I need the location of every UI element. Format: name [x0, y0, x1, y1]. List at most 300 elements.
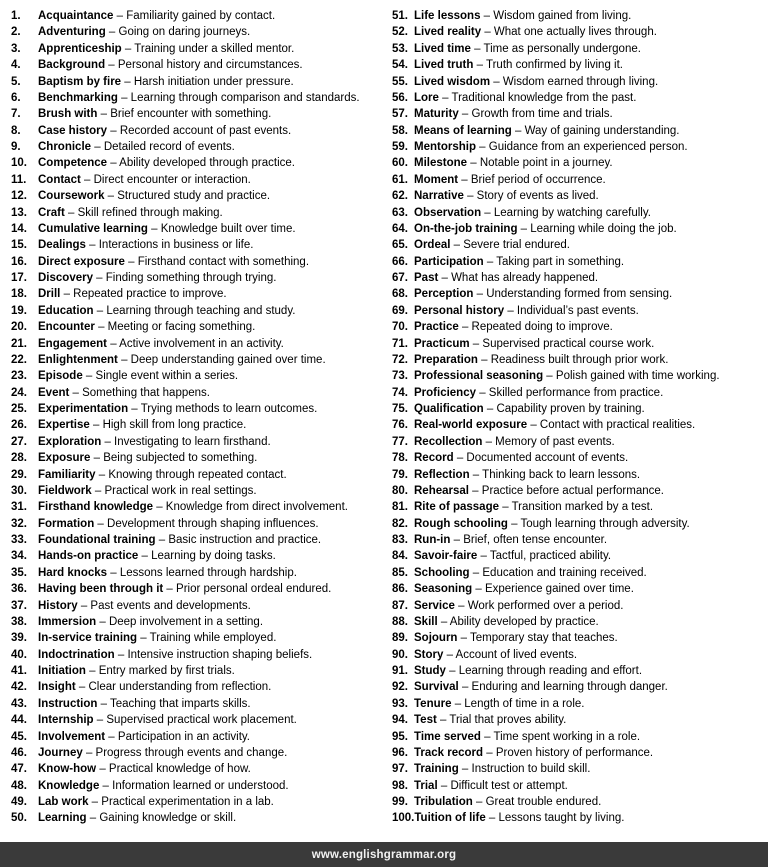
- item-definition: – Interactions in business or life.: [85, 239, 254, 252]
- item-definition: – Enduring and learning through danger.: [458, 681, 668, 694]
- item-term: Schooling: [414, 566, 470, 579]
- item-term: Firsthand knowledge: [38, 501, 154, 514]
- item-text: [38, 729, 250, 745]
- item-term: Lore: [414, 91, 439, 104]
- item-text: [38, 565, 297, 581]
- item-text: [414, 90, 636, 106]
- item-term: Personal history: [414, 304, 505, 317]
- item-term: Perception: [414, 288, 474, 301]
- item-text: [414, 745, 653, 761]
- item-definition: – Supervised practical work placement.: [93, 714, 297, 727]
- item-term: Chronicle: [38, 141, 92, 153]
- list-item: [392, 254, 768, 270]
- item-number: 82.: [392, 517, 408, 530]
- item-definition: – Harsh initiation under pressure.: [121, 75, 294, 88]
- item-definition: – Deep understanding gained over time.: [117, 353, 326, 366]
- item-definition: – Learning through teaching and study.: [93, 304, 296, 317]
- item-term: Narrative: [414, 190, 464, 203]
- item-text: [38, 368, 238, 384]
- item-text: [414, 778, 568, 794]
- item-term: Observation: [414, 206, 482, 219]
- item-number: 33.: [11, 534, 27, 546]
- item-text: [414, 368, 720, 384]
- item-definition: – Basic instruction and practice.: [155, 534, 322, 546]
- item-definition: – Learning through reading and effort.: [445, 665, 643, 677]
- item-text: [38, 90, 360, 106]
- item-definition: – Wisdom earned through living.: [490, 75, 659, 88]
- item-term: Hands-on practice: [38, 550, 139, 563]
- list-item: [11, 319, 381, 335]
- item-number: 63.: [392, 206, 408, 219]
- item-definition: – Personal history and circumstances.: [105, 59, 303, 72]
- item-term: Fieldwork: [38, 484, 92, 497]
- item-number: 44.: [11, 714, 27, 727]
- item-text: [38, 745, 287, 761]
- item-number: 94.: [392, 714, 408, 727]
- list-item: [11, 254, 381, 270]
- item-definition: – High skill from long practice.: [89, 419, 247, 432]
- item-text: [38, 303, 295, 319]
- item-definition: – Intensive instruction shaping beliefs.: [114, 648, 313, 661]
- item-text: [414, 729, 640, 745]
- list-item: [11, 237, 381, 253]
- item-term: In-service training: [38, 632, 138, 645]
- list-item: [392, 417, 768, 433]
- item-text: [414, 499, 653, 515]
- item-definition: – Detailed record of events.: [91, 141, 235, 153]
- item-text: [414, 663, 642, 679]
- item-term: Sojourn: [414, 632, 458, 645]
- item-term: Apprenticeship: [38, 42, 122, 55]
- item-definition: – Brief, often tense encounter.: [450, 534, 608, 546]
- item-text: [414, 123, 680, 139]
- list-item: [392, 205, 768, 221]
- item-term: Formation: [38, 517, 95, 530]
- list-item: [11, 172, 381, 188]
- item-text: [414, 8, 631, 24]
- item-term: Knowledge: [38, 779, 100, 792]
- item-text: [38, 336, 284, 352]
- item-text: [414, 794, 601, 810]
- item-definition: – Time as personally undergone.: [470, 42, 641, 55]
- item-definition: – Lessons learned through hardship.: [107, 566, 297, 579]
- item-term: Discovery: [38, 272, 93, 284]
- item-number: 1.: [11, 10, 21, 22]
- list-item: [11, 483, 381, 499]
- list-item: [11, 90, 381, 106]
- item-definition: – Recorded account of past events.: [107, 124, 292, 137]
- item-term: Lab work: [38, 796, 89, 808]
- item-number: 34.: [11, 550, 27, 563]
- item-term: Direct exposure: [38, 255, 125, 268]
- item-definition: – Learning by watching carefully.: [481, 206, 651, 219]
- item-definition: – Learning by doing tasks.: [138, 550, 276, 563]
- item-definition: – Practical experimentation in a lab.: [88, 796, 274, 808]
- item-definition: – Investigating to learn firsthand.: [101, 435, 271, 448]
- item-text: [414, 548, 611, 564]
- item-definition: – Account of lived events.: [443, 648, 578, 661]
- list-item: [11, 155, 381, 171]
- list-item: [11, 24, 381, 40]
- item-term: Instruction: [38, 697, 98, 710]
- item-number: 89.: [392, 632, 408, 645]
- item-number: 53.: [392, 42, 408, 55]
- item-text: [38, 516, 319, 532]
- item-number: 93.: [392, 697, 408, 710]
- item-number: 51.: [392, 10, 408, 22]
- item-term: Know-how: [38, 763, 97, 776]
- item-text: [414, 106, 613, 122]
- item-number: 66.: [392, 255, 408, 268]
- item-definition: – Transition marked by a test.: [499, 501, 654, 514]
- list-item: [392, 172, 768, 188]
- item-text: [38, 794, 274, 810]
- item-text: [38, 106, 271, 122]
- item-definition: – Contact with practical realities.: [527, 419, 696, 432]
- item-number: 61.: [392, 173, 408, 186]
- list-item: [392, 794, 768, 810]
- item-definition: – Past events and developments.: [77, 599, 251, 612]
- item-definition: – Knowledge from direct involvement.: [153, 501, 348, 514]
- item-term: Qualification: [414, 403, 484, 415]
- item-number: 69.: [392, 304, 408, 317]
- item-text: [38, 254, 309, 270]
- item-definition: – Thinking back to learn lessons.: [469, 468, 641, 481]
- list-item: [392, 499, 768, 515]
- item-text: [414, 74, 658, 90]
- item-number: 90.: [392, 648, 408, 661]
- list-item: [11, 74, 381, 90]
- list-item: [392, 778, 768, 794]
- item-number: 45.: [11, 730, 27, 743]
- item-term: Coursework: [38, 190, 105, 203]
- item-text: [38, 286, 227, 302]
- item-number: 57.: [392, 108, 408, 121]
- item-number: 67.: [392, 272, 408, 284]
- item-number: 24.: [11, 386, 27, 399]
- item-term: Baptism by fire: [38, 75, 122, 88]
- list-item: [392, 810, 768, 826]
- item-definition: – Traditional knowledge from the past.: [438, 91, 637, 104]
- item-term: Means of learning: [414, 124, 512, 137]
- item-number: 5.: [11, 75, 21, 88]
- item-definition: – Entry marked by first trials.: [85, 665, 235, 677]
- item-number: 76.: [392, 419, 408, 432]
- item-definition: – Growth from time and trials.: [458, 108, 613, 121]
- item-definition: – Documented account of events.: [453, 452, 629, 465]
- item-term: Acquaintance: [38, 10, 114, 22]
- item-number: 83.: [392, 534, 408, 546]
- item-number: 23.: [11, 370, 27, 383]
- item-text: [414, 532, 607, 548]
- item-term: Rehearsal: [414, 484, 469, 497]
- list-item: [392, 696, 768, 712]
- list-item: [392, 565, 768, 581]
- item-term: Track record: [414, 746, 484, 759]
- item-text: [38, 499, 348, 515]
- item-text: [414, 581, 634, 597]
- list-item: [11, 532, 381, 548]
- item-text: [38, 810, 236, 826]
- item-text: [414, 450, 628, 466]
- footer-url: www.englishgrammar.org: [311, 848, 457, 861]
- item-number: 3.: [11, 42, 21, 55]
- list-item: [392, 647, 768, 663]
- list-item: [11, 57, 381, 73]
- item-text: [38, 696, 251, 712]
- list-item: [392, 24, 768, 40]
- item-term: Brush with: [38, 108, 98, 121]
- item-text: [38, 205, 223, 221]
- list-item: [392, 761, 768, 777]
- list-item: [11, 41, 381, 57]
- item-term: Training: [414, 763, 459, 776]
- item-term: Cumulative learning: [38, 222, 148, 235]
- list-item: [392, 123, 768, 139]
- item-definition: – Participation in an activity.: [105, 730, 250, 743]
- item-term: Recollection: [414, 435, 483, 448]
- item-text: [38, 581, 331, 597]
- list-item: [11, 810, 381, 826]
- item-term: Learning: [38, 812, 87, 825]
- item-definition: – Knowledge built over time.: [147, 222, 296, 235]
- item-term: Test: [414, 714, 437, 727]
- item-term: Past: [414, 272, 439, 284]
- item-term: Benchmarking: [38, 91, 118, 104]
- item-definition: – Education and training received.: [469, 566, 647, 579]
- item-text: [414, 483, 664, 499]
- list-item: [11, 123, 381, 139]
- item-definition: – Great trouble endured.: [472, 796, 602, 808]
- item-number: 9.: [11, 141, 21, 153]
- item-term: Enlightenment: [38, 353, 118, 366]
- item-number: 21.: [11, 337, 27, 350]
- list-item: [392, 598, 768, 614]
- list-item: [11, 188, 381, 204]
- item-term: Rite of passage: [414, 501, 499, 514]
- item-term: History: [38, 599, 78, 612]
- item-text: [414, 401, 645, 417]
- item-number: 12.: [11, 190, 27, 203]
- item-definition: – Something that happens.: [69, 386, 210, 399]
- item-text: [414, 254, 624, 270]
- item-term: Survival: [414, 681, 459, 694]
- item-number: 7.: [11, 108, 21, 121]
- item-text: [38, 188, 270, 204]
- item-text: [414, 614, 599, 630]
- item-term: Lived time: [414, 42, 471, 55]
- item-term: Time served: [414, 730, 481, 743]
- item-number: 36.: [11, 583, 27, 596]
- list-item: [392, 303, 768, 319]
- list-item: [11, 270, 381, 286]
- list-item: [392, 221, 768, 237]
- list-item: [392, 270, 768, 286]
- list-item: [11, 106, 381, 122]
- list-item: [392, 712, 768, 728]
- item-definition: – Single event within a series.: [82, 370, 239, 383]
- item-definition: – Deep involvement in a setting.: [96, 615, 264, 628]
- item-definition: – What one actually lives through.: [481, 26, 657, 39]
- item-text: [414, 434, 615, 450]
- item-term: Record: [414, 452, 454, 465]
- item-definition: – Instruction to build skill.: [458, 763, 591, 776]
- item-number: 52.: [392, 26, 408, 39]
- list-item: [392, 188, 768, 204]
- item-term: Exploration: [38, 435, 102, 448]
- list-item: [392, 614, 768, 630]
- item-term: Immersion: [38, 615, 97, 628]
- list-item: [392, 467, 768, 483]
- item-number: 88.: [392, 615, 408, 628]
- item-text: [38, 450, 257, 466]
- item-number: 77.: [392, 435, 408, 448]
- list-item: [392, 139, 768, 155]
- item-definition: – Development through shaping influences.: [94, 517, 319, 530]
- item-number: 4.: [11, 59, 21, 72]
- item-definition: – Tough learning through adversity.: [507, 517, 690, 530]
- list-item: [392, 434, 768, 450]
- item-text: [38, 221, 296, 237]
- item-term: Encounter: [38, 321, 95, 334]
- list-item: [11, 794, 381, 810]
- item-term: Rough schooling: [414, 517, 508, 530]
- item-text: [38, 24, 250, 40]
- item-definition: – Trying methods to learn outcomes.: [128, 403, 318, 415]
- item-text: [38, 352, 326, 368]
- item-number: 20.: [11, 321, 27, 334]
- item-definition: – Truth confirmed by living it.: [473, 59, 623, 72]
- item-definition: – Story of events as lived.: [463, 190, 599, 203]
- word-list-column-2: [392, 8, 768, 827]
- list-item: [392, 532, 768, 548]
- item-number: 37.: [11, 599, 27, 612]
- item-definition: – Direct encounter or interaction.: [80, 173, 251, 186]
- item-definition: – Experience gained over time.: [472, 583, 634, 596]
- item-term: Run-in: [414, 534, 451, 546]
- item-term: Experimentation: [38, 403, 129, 415]
- list-item: [11, 499, 381, 515]
- item-number: 25.: [11, 403, 27, 415]
- item-term: Case history: [38, 124, 108, 137]
- item-definition: – Skilled performance from practice.: [476, 386, 664, 399]
- item-text: [414, 712, 566, 728]
- item-term: Background: [38, 59, 106, 72]
- item-number: 50.: [11, 812, 27, 825]
- item-number: 86.: [392, 583, 408, 596]
- list-item: [392, 548, 768, 564]
- item-number: 58.: [392, 124, 408, 137]
- item-text: [38, 123, 291, 139]
- list-item: [392, 155, 768, 171]
- item-number: 79.: [392, 468, 408, 481]
- item-number: 49.: [11, 796, 27, 808]
- item-text: [38, 647, 312, 663]
- item-definition: – Training while employed.: [137, 632, 277, 645]
- list-item: [11, 630, 381, 646]
- item-text: [38, 483, 257, 499]
- item-definition: – Temporary stay that teaches.: [457, 632, 618, 645]
- item-term: Familiarity: [38, 468, 96, 481]
- item-text: [38, 41, 294, 57]
- item-text: [414, 319, 613, 335]
- item-text: [414, 270, 598, 286]
- list-item: [11, 434, 381, 450]
- item-definition: – Progress through events and change.: [82, 746, 288, 759]
- item-term: Event: [38, 386, 70, 399]
- item-definition: – Familiarity gained by contact.: [113, 10, 276, 22]
- item-text: [414, 24, 657, 40]
- item-text: [414, 237, 570, 253]
- list-item: [11, 8, 381, 24]
- item-definition: – Length of time in a role.: [451, 697, 585, 710]
- item-number: 14.: [11, 222, 27, 235]
- item-text: [414, 41, 641, 57]
- item-number: 47.: [11, 763, 27, 776]
- item-definition: – Practice before actual performance.: [468, 484, 664, 497]
- item-definition: – Guidance from an experienced person.: [475, 141, 688, 153]
- item-text: [38, 467, 287, 483]
- item-definition: – Learning while doing the job.: [517, 222, 677, 235]
- item-term: Dealings: [38, 239, 86, 252]
- item-definition: – Difficult test or attempt.: [437, 779, 568, 792]
- item-term: Real-world exposure: [414, 419, 528, 432]
- list-item: [392, 57, 768, 73]
- item-term: Participation: [414, 255, 484, 268]
- item-number: 75.: [392, 403, 408, 415]
- item-number: 27.: [11, 435, 27, 448]
- item-term: Drill: [38, 288, 61, 301]
- list-item: [392, 41, 768, 57]
- list-item: [392, 336, 768, 352]
- item-term: Lived wisdom: [414, 75, 491, 88]
- item-text: [38, 139, 235, 155]
- item-number: 39.: [11, 632, 27, 645]
- list-item: [11, 417, 381, 433]
- item-number: 19.: [11, 304, 27, 317]
- item-number: 97.: [392, 763, 408, 776]
- item-definition: – Finding something through trying.: [92, 272, 277, 284]
- item-term: Involvement: [38, 730, 106, 743]
- item-number: 95.: [392, 730, 408, 743]
- item-text: [38, 663, 235, 679]
- item-number: 96.: [392, 746, 408, 759]
- item-term: Expertise: [38, 419, 90, 432]
- item-definition: – Tactful, practiced ability.: [477, 550, 612, 563]
- item-term: Craft: [38, 206, 65, 219]
- item-definition: – Teaching that imparts skills.: [97, 697, 251, 710]
- item-term: Lived truth: [414, 59, 474, 72]
- item-number: 59.: [392, 141, 408, 153]
- list-item: [392, 663, 768, 679]
- item-definition: – Active involvement in an activity.: [107, 337, 284, 350]
- item-definition: – Information learned or understood.: [99, 779, 289, 792]
- item-number: 28.: [11, 452, 27, 465]
- item-definition: – Memory of past events.: [482, 435, 615, 448]
- list-item: [392, 74, 768, 90]
- item-definition: – Firsthand contact with something.: [124, 255, 310, 268]
- item-text: [414, 139, 688, 155]
- item-number: 55.: [392, 75, 408, 88]
- item-definition: – Wisdom gained from living.: [480, 10, 632, 22]
- list-item: [392, 237, 768, 253]
- item-number: 54.: [392, 59, 408, 72]
- item-text: [38, 385, 210, 401]
- item-definition: – Skill refined through making.: [64, 206, 223, 219]
- item-text: [414, 565, 647, 581]
- item-number: 30.: [11, 484, 27, 497]
- item-definition: – Work performed over a period.: [454, 599, 624, 612]
